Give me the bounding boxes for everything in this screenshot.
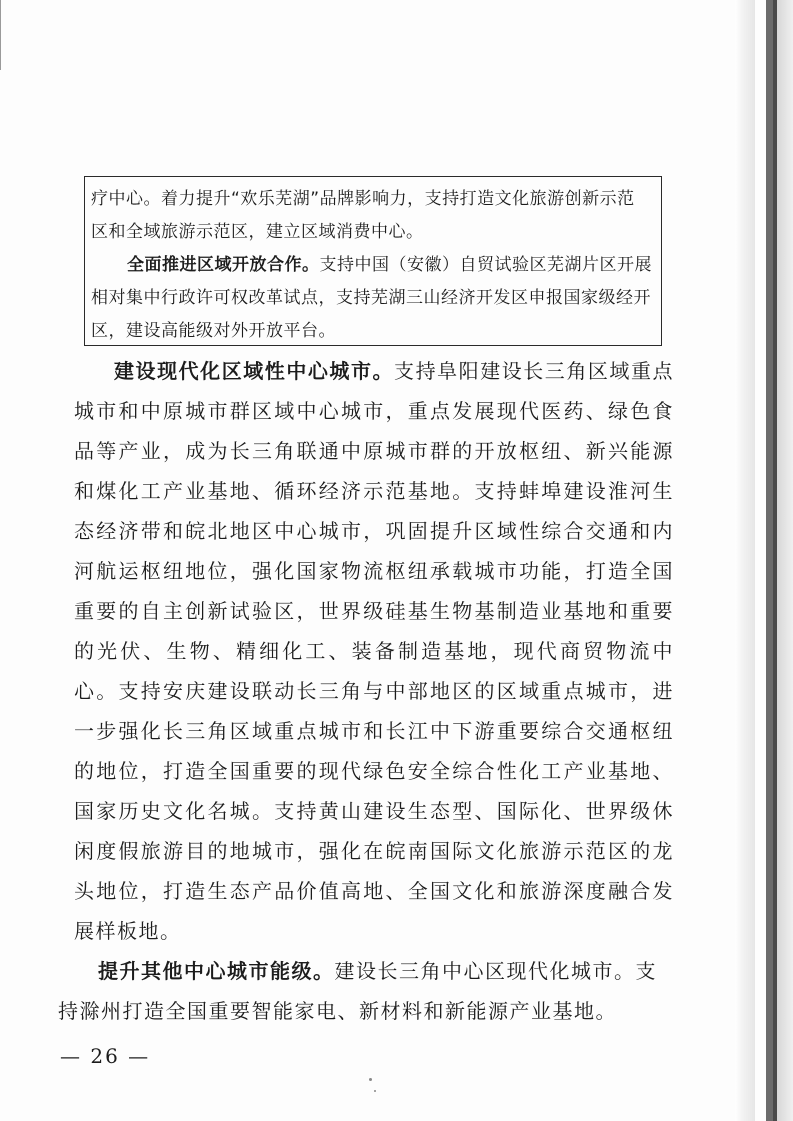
box-line-2: 区和全域旅游示范区，建立区域消费中心。 xyxy=(91,222,424,242)
boxed-excerpt xyxy=(84,176,662,346)
box-paragraph-heading: 全面推进区域开放合作。 xyxy=(127,255,320,275)
paragraph-heading-regional-centers: 建设现代化区域性中心城市。 xyxy=(114,359,395,383)
paragraph-other-centers xyxy=(58,951,674,1031)
page-number: — 26 — xyxy=(60,1044,151,1068)
scan-edge-light-band xyxy=(777,0,793,1121)
scan-edge-line xyxy=(0,0,1,70)
scan-edge-shadow xyxy=(735,0,755,1121)
box-paragraph xyxy=(91,249,655,348)
paragraph-regional-centers xyxy=(74,351,674,951)
scan-speck xyxy=(374,1090,376,1092)
box-line-1: 疗中心。着力提升“欢乐芜湖”品牌影响力，支持打造文化旅游创新示范 xyxy=(91,189,635,209)
paragraph-heading-other-centers: 提升其他中心城市能级。 xyxy=(98,959,335,983)
paragraph-text-regional-centers: 支持阜阳建设长三角区域重点城市和中原城市群区域中心城市，重点发展现代医药、绿色食品等产业，成为长三角联通中原城市群的开放枢纽、新兴能源和煤化工产业基地、循环经济示范基地。支持蚌埠建设淮河生态经济带和皖北地区中心城市，巩固提升区域性综合交通和内河航运枢纽地位，强化国家物流枢纽承载城市功能，打造全国重要的自主创新试验区，世界级硅基生物基制造业基地和重要的光伏、生物、精细化工、装备制造基地，现代商贸物流中心。支持安庆建设联动长三角与中部地区的区域重点城市，进一步强化长三角区域重点城市和长江中下游重要综合交通枢纽的地位，打造全国重要的现代绿色安全综合性化工产业基地、国家历史文化名城。支持黄山建设生态型、国际化、世界级休闲度假旅游目的地城市，强化在皖南国际文化旅游示范区的龙头地位，打造生态产品价值高地、全国文化和旅游深度融合发展样板地。 xyxy=(74,359,675,943)
paragraph-text-other-centers: 建设长三角中心区现代化城市。支持滁州打造全国重要智能家电、新材料和新能源产业基地。 xyxy=(58,959,657,1023)
box-paragraph-text: 支持中国（安徽）自贸试验区芜湖片区开展相对集中行政许可权改革试点，支持芜湖三山经济开发区申报国家级经开区，建设高能级对外开放平台。 xyxy=(91,255,652,341)
scan-speck xyxy=(369,1078,372,1081)
main-body-text xyxy=(58,351,675,1031)
scan-edge-dark-band xyxy=(766,0,773,1121)
